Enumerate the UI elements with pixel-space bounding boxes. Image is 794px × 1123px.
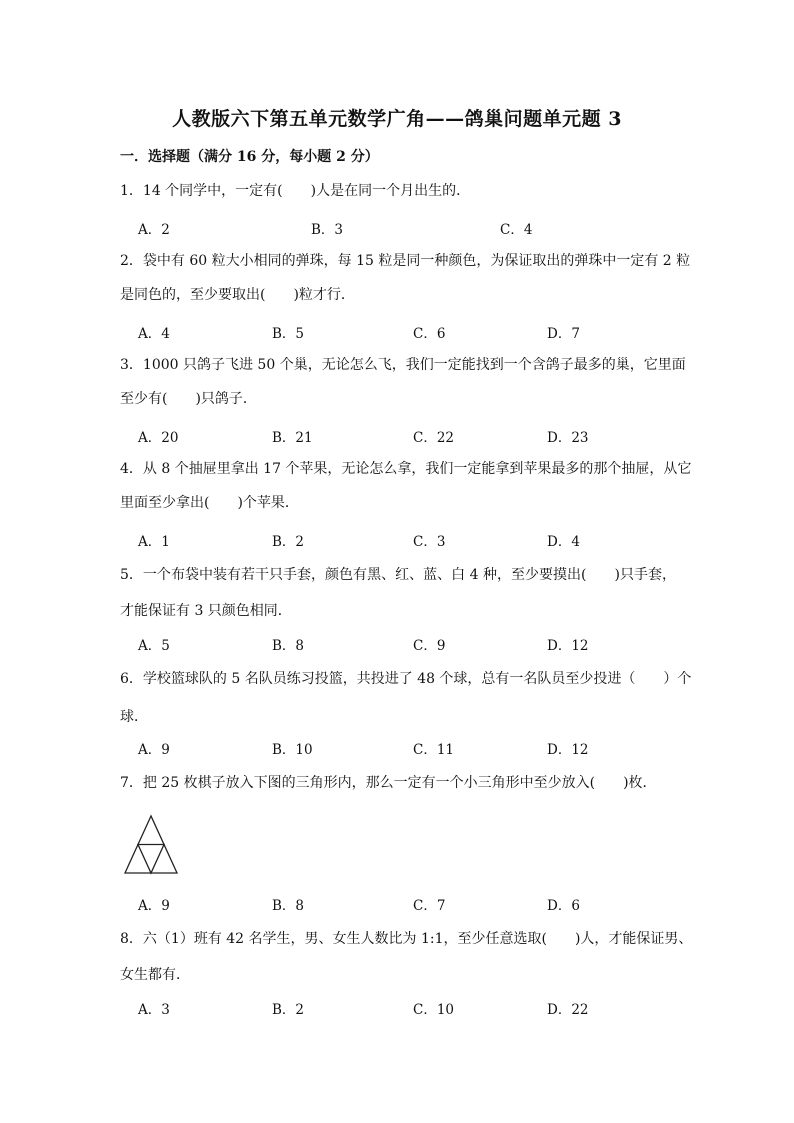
- option-c: C．11: [413, 742, 455, 758]
- option-b: B．8: [272, 898, 305, 914]
- option-d: D．12: [547, 742, 589, 758]
- section-heading: 一．选择题（满分 16 分，每小题 2 分）: [120, 149, 379, 165]
- question-5-text-line-1: 5．一个布袋中装有若干只手套，颜色有黑、红、蓝、白 4 种，至少要摸出( )只手套，: [120, 567, 676, 583]
- option-d: D．23: [547, 430, 589, 446]
- option-c: C．3: [413, 534, 446, 550]
- option-d: D．12: [547, 638, 589, 654]
- option-c: C．9: [413, 638, 446, 654]
- page-title: 人教版六下第五单元数学广角——鸽巢问题单元题 3: [172, 108, 622, 130]
- question-5-text-line-2: 才能保证有 3 只颜色相同．: [120, 603, 292, 619]
- option-b: B．21: [272, 430, 313, 446]
- option-a: A．9: [138, 898, 170, 914]
- option-b: B．2: [272, 534, 305, 550]
- question-3-text-line-2: 至少有( )只鸽子．: [120, 391, 257, 407]
- option-a: A．2: [138, 222, 170, 238]
- option-b: B．2: [272, 1002, 305, 1018]
- option-c: C．7: [413, 898, 446, 914]
- option-c: C．4: [500, 222, 533, 238]
- triangle-figure: [123, 814, 179, 876]
- option-b: B．5: [272, 326, 305, 342]
- option-c: C．10: [413, 1002, 455, 1018]
- option-a: A．9: [138, 742, 170, 758]
- option-b: B．10: [272, 742, 313, 758]
- question-8-text-line-1: 8．六（1）班有 42 名学生，男、女生人数比为 1:1，至少任意选取( )人，才能保证男、: [120, 931, 693, 947]
- question-3-text-line-1: 3．1000 只鸽子飞进 50 个巢，无论怎么飞，我们一定能找到一个含鸽子最多的巢，它里面: [120, 357, 686, 373]
- question-1-text: 1．14 个同学中，一定有( )人是在同一个月出生的．: [120, 183, 471, 199]
- option-a: A．1: [138, 534, 170, 550]
- question-2-text-line-2: 是同色的，至少要取出( )粒才行．: [120, 287, 355, 303]
- question-2-text-line-1: 2．袋中有 60 粒大小相同的弹珠，每 15 粒是同一种颜色，为保证取出的弹珠中一定有 2 粒: [120, 253, 691, 269]
- option-b: B．3: [311, 222, 344, 238]
- question-6-text-line-1: 6．学校篮球队的 5 名队员练习投篮，共投进了 48 个球，总有一名队员至少投进（ ）个: [120, 671, 692, 687]
- question-8-text-line-2: 女生都有．: [120, 967, 190, 983]
- option-a: A．3: [138, 1002, 170, 1018]
- option-d: D．4: [547, 534, 580, 550]
- option-a: A．20: [138, 430, 179, 446]
- question-7-text: 7．把 25 枚棋子放入下图的三角形内，那么一定有一个小三角形中至少放入( )枚．: [120, 775, 657, 791]
- inner-triangle: [138, 845, 164, 874]
- option-c: C．6: [413, 326, 446, 342]
- option-c: C．22: [413, 430, 455, 446]
- option-a: A．5: [138, 638, 170, 654]
- option-d: D．6: [547, 898, 580, 914]
- question-4-text-line-2: 里面至少拿出( )个苹果．: [120, 495, 299, 511]
- option-b: B．8: [272, 638, 305, 654]
- option-a: A．4: [138, 326, 170, 342]
- question-6-text-line-2: 球．: [120, 709, 148, 725]
- question-4-text-line-1: 4．从 8 个抽屉里拿出 17 个苹果，无论怎么拿，我们一定能拿到苹果最多的那个抽屉，从它: [120, 461, 692, 477]
- option-d: D．22: [547, 1002, 589, 1018]
- option-d: D．7: [547, 326, 580, 342]
